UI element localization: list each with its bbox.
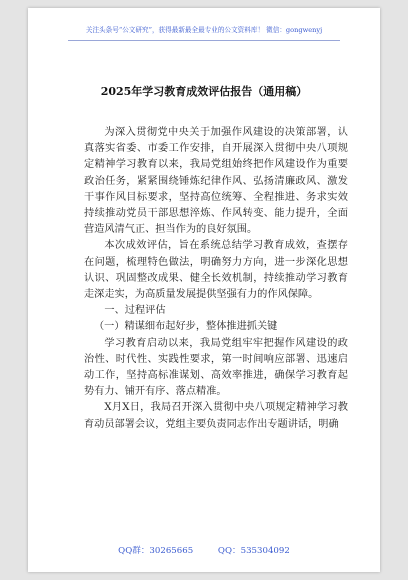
header-divider <box>68 40 340 41</box>
body-paragraph: 学习教育启动以来，我局党组牢牢把握作风建设的政治性、时代性、实践性要求，第一时间响应部署、迅速启动工作，坚持高标准谋划、高效率推进，确保学习教育起势有力、铺开有序、落点精准。 <box>84 337 348 398</box>
body-paragraph: 本次成效评估，旨在系统总结学习教育成效，查摆存在问题，梳理特色做法，明确努力方向，进一步深化思想认识、巩固整改成果、健全长效机制，持续推动学习教育走深走实，为高质量发展提供坚强有力的作风保障。 <box>84 240 348 301</box>
footer-qq-group: QQ群：30265665 <box>118 546 194 556</box>
header-note: 关注头条号“公文研究”，获得最新最全最专业的公文资料库！ 微信：gongwenyj <box>85 26 323 34</box>
body-paragraph: X月X日，我局召开深入贯彻中央八项规定精神学习教育动员部署会议，党组主要负责同志作出专题讲话，明确 <box>84 402 348 430</box>
body-paragraph: 为深入贯彻党中央关于加强作风建设的决策部署，认真落实省委、市委工作安排，自开展深入贯彻中央八项规定精神学习教育以来，我局党组始终把作风建设作为重要政治任务，紧紧围绕锤炼纪律作风、弘扬清廉政风、激发干事作风目标要求，坚持高位统筹、全程推进、务求实效持续推动党员干部思想淬炼、作风转变、能力提升，全面营造风清气正、担当作为的良好氛围。 <box>84 127 348 236</box>
document-page <box>28 8 380 572</box>
subsection-heading: （一）精谋细布起好步，整体推进抓关键 <box>94 321 278 333</box>
footer-contact <box>28 546 380 557</box>
footer-qq: QQ：535304092 <box>217 546 290 556</box>
document-body <box>84 125 348 433</box>
section-heading: 一、过程评估 <box>104 305 166 317</box>
document-title: 2025年学习教育成效评估报告（通用稿） <box>100 85 308 98</box>
